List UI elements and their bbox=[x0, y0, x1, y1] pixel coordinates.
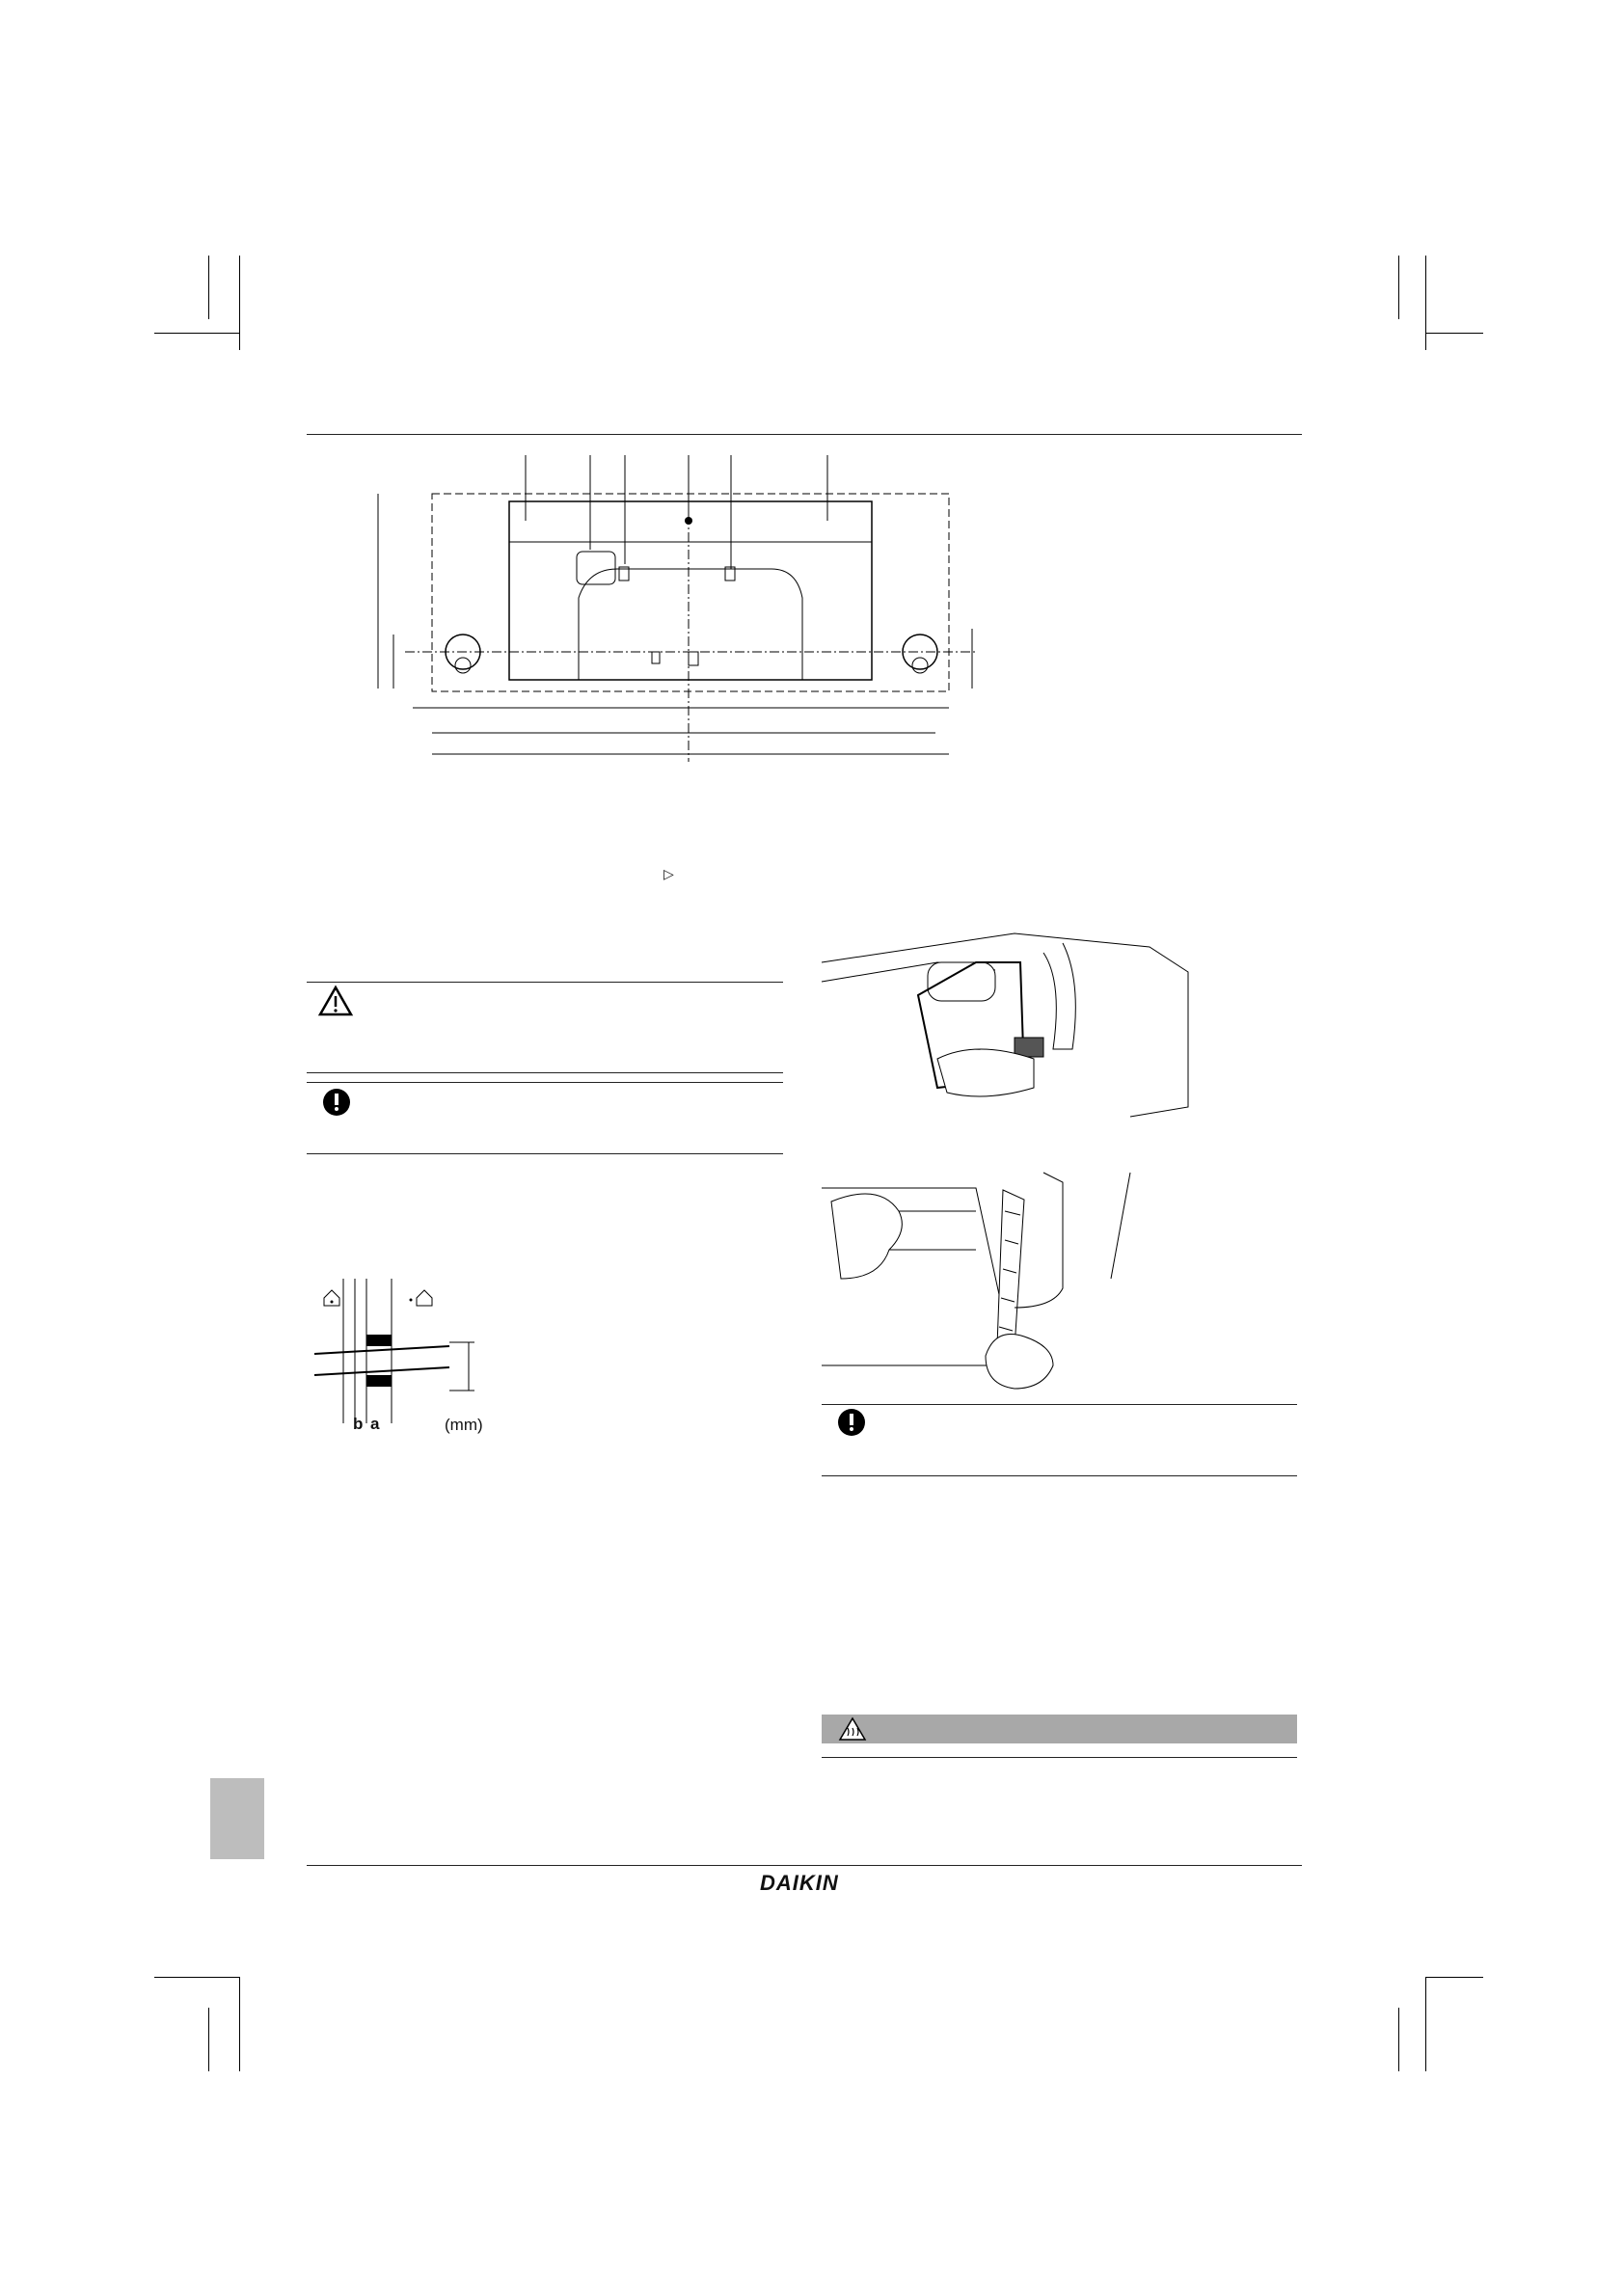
hot-surface-bottom-rule bbox=[822, 1757, 1297, 1758]
header-rule bbox=[307, 434, 1302, 435]
crop-mark bbox=[239, 1977, 240, 2071]
crop-mark bbox=[154, 1977, 239, 1978]
crop-mark bbox=[1425, 256, 1426, 350]
notice-top-rule bbox=[307, 1082, 783, 1083]
notice2-top-rule bbox=[822, 1404, 1297, 1405]
notice-bottom-rule bbox=[307, 1153, 783, 1154]
warning-bottom-rule bbox=[307, 1072, 783, 1073]
crop-mark bbox=[1398, 2008, 1399, 2071]
crop-mark bbox=[154, 333, 239, 334]
footer-rule bbox=[307, 1865, 1302, 1866]
warning-triangle-icon bbox=[318, 986, 353, 1016]
unit-label: (mm) bbox=[445, 1416, 483, 1434]
label-a: a bbox=[370, 1415, 380, 1433]
crop-mark bbox=[208, 2008, 209, 2071]
triangle-marker: ▷ bbox=[663, 866, 674, 881]
notice2-bottom-rule bbox=[822, 1475, 1297, 1476]
crop-mark bbox=[1425, 1977, 1426, 2071]
brand-logo: DAIKIN bbox=[760, 1871, 839, 1895]
hot-surface-icon bbox=[839, 1716, 866, 1742]
notice-exclamation-icon bbox=[837, 1408, 866, 1437]
warning-top-rule bbox=[307, 982, 783, 983]
crop-mark bbox=[1398, 256, 1399, 319]
crop-mark bbox=[239, 256, 240, 350]
label-b: b bbox=[353, 1415, 364, 1433]
crop-mark bbox=[1425, 1977, 1483, 1978]
saw-cutting-illustration bbox=[822, 924, 1188, 1117]
crop-mark bbox=[208, 256, 209, 319]
mounting-plate-diagram bbox=[366, 453, 984, 771]
chapter-side-tab bbox=[210, 1778, 264, 1859]
notice-exclamation-icon bbox=[322, 1088, 351, 1117]
file-deburring-illustration bbox=[822, 1173, 1150, 1389]
crop-mark bbox=[1425, 333, 1483, 334]
hot-surface-caution-bar bbox=[822, 1715, 1297, 1743]
pipe-wall-section-diagram bbox=[314, 1279, 488, 1423]
